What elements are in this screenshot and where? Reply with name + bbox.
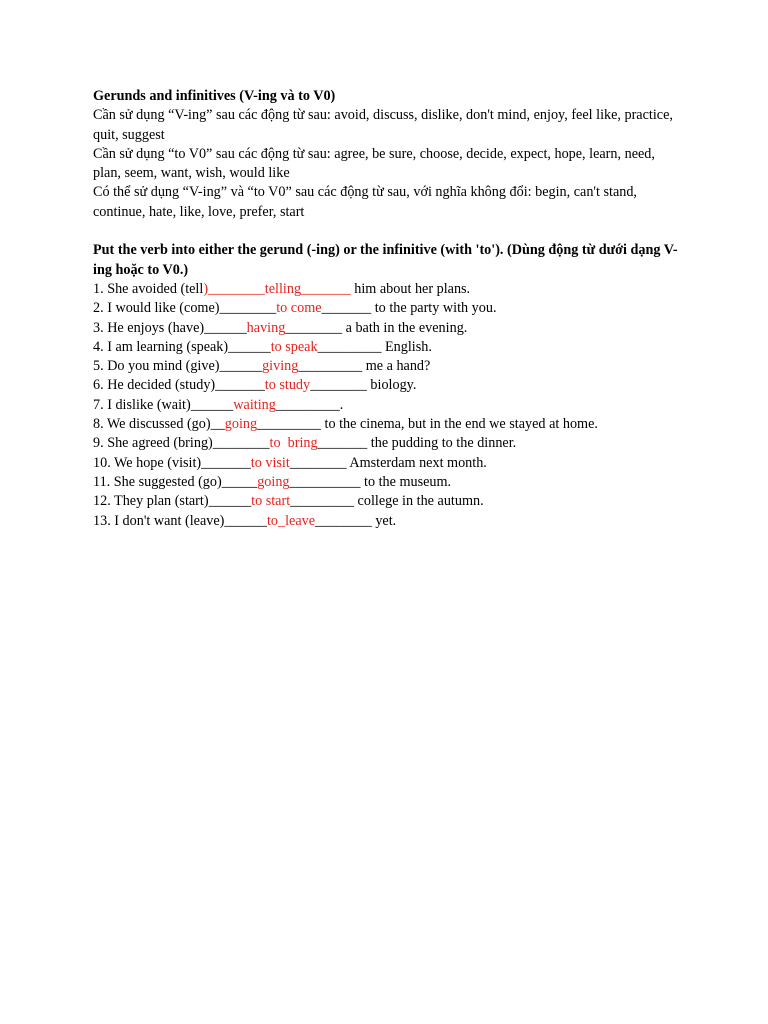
exercise-item bbox=[93, 280, 683, 299]
exercise-item bbox=[93, 357, 683, 376]
exercise-item bbox=[93, 512, 683, 531]
exercise-answer: to_leave bbox=[266, 512, 316, 529]
exercise-prompt: 12. They plan (start)______ bbox=[93, 493, 252, 510]
exercise-prompt: 9. She agreed (bring)________ bbox=[93, 435, 270, 452]
exercise-prompt: 5. Do you mind (give)______ bbox=[93, 358, 263, 375]
blank-line bbox=[93, 222, 683, 241]
exercise-prompt: 4. I am learning (speak)______ bbox=[93, 338, 271, 355]
exercise-remainder: _______ the pudding to the dinner. bbox=[317, 435, 517, 452]
exercise-item bbox=[93, 454, 683, 473]
exercise-prompt: 2. I would like (come)________ bbox=[93, 300, 277, 317]
exercise-answer: to start bbox=[251, 493, 291, 510]
rule-both: Có thể sử dụng “V-ing” và “to V0” sau các động từ sau, với nghĩa không đổi: begin, can't stand, continue, hate, like, love, prefer, start bbox=[93, 184, 637, 220]
exercise-remainder: him about her plans. bbox=[350, 280, 471, 297]
exercise-answer: to study bbox=[264, 377, 311, 394]
exercise-answer: to bring bbox=[269, 435, 318, 452]
exercise-item bbox=[93, 473, 683, 492]
exercise-remainder: ________ Amsterdam next month. bbox=[289, 454, 487, 471]
exercise-remainder: ________ a bath in the evening. bbox=[285, 319, 468, 336]
exercise-prompt: 8. We discussed (go)__ bbox=[93, 416, 225, 433]
exercise-answer: going bbox=[257, 473, 290, 490]
grammar-title: Gerunds and infinitives (V-ing và to V0) bbox=[93, 88, 336, 104]
exercise-prompt: 3. He enjoys (have)______ bbox=[93, 319, 247, 336]
exercise-remainder: _________ college in the autumn. bbox=[290, 493, 484, 510]
exercise-item bbox=[93, 299, 683, 318]
exercise-item bbox=[93, 396, 683, 415]
exercise-prompt: 6. He decided (study)_______ bbox=[93, 377, 265, 394]
exercise-list bbox=[93, 280, 683, 531]
exercise-remainder: __________ to the museum. bbox=[289, 473, 452, 490]
rule-v-ing: Cần sử dụng “V-ing” sau các động từ sau: avoid, discuss, dislike, don't mind, enjoy, feel like, practice, quit, suggest bbox=[93, 107, 673, 143]
exercise-item bbox=[93, 434, 683, 453]
exercise-item bbox=[93, 492, 683, 511]
exercise-remainder: _________ to the cinema, but in the end we stayed at home. bbox=[257, 416, 598, 433]
exercise-remainder: ________ yet. bbox=[315, 512, 397, 529]
exercise-answer: )________telling_______ bbox=[203, 280, 351, 297]
exercise-prompt: 13. I don't want (leave)______ bbox=[93, 512, 267, 529]
document-page bbox=[93, 87, 683, 531]
exercise-instruction: Put the verb into either the gerund (-ing) or the infinitive (with 'to'). (Dùng động từ dưới dạng V-ing hoặc to V0.) bbox=[93, 242, 678, 278]
exercise-item bbox=[93, 338, 683, 357]
exercise-remainder: _________. bbox=[275, 396, 344, 413]
exercise-answer: giving bbox=[262, 358, 299, 375]
exercise-answer: going bbox=[224, 416, 258, 433]
exercise-item bbox=[93, 319, 683, 338]
exercise-answer: waiting bbox=[233, 396, 276, 413]
exercise-item bbox=[93, 376, 683, 395]
exercise-answer: to come bbox=[276, 300, 322, 317]
exercise-remainder: _________ me a hand? bbox=[298, 358, 431, 375]
rule-to-v0: Cần sử dụng “to V0” sau các động từ sau: agree, be sure, choose, decide, expect, hope, learn, need, plan, seem, want, wish, would like bbox=[93, 145, 655, 182]
exercise-answer: having bbox=[246, 319, 286, 336]
exercise-remainder: ________ biology. bbox=[310, 377, 417, 394]
exercise-remainder: _________ English. bbox=[317, 338, 432, 355]
exercise-remainder: _______ to the party with you. bbox=[321, 300, 497, 317]
exercise-prompt: 10. We hope (visit)_______ bbox=[93, 454, 251, 471]
exercise-answer: to visit bbox=[250, 454, 290, 471]
exercise-answer: to speak bbox=[270, 338, 318, 355]
exercise-item bbox=[93, 415, 683, 434]
exercise-prompt: 1. She avoided (tell bbox=[93, 280, 204, 297]
exercise-prompt: 7. I dislike (wait)______ bbox=[93, 396, 234, 413]
exercise-prompt: 11. She suggested (go)_____ bbox=[93, 473, 258, 490]
